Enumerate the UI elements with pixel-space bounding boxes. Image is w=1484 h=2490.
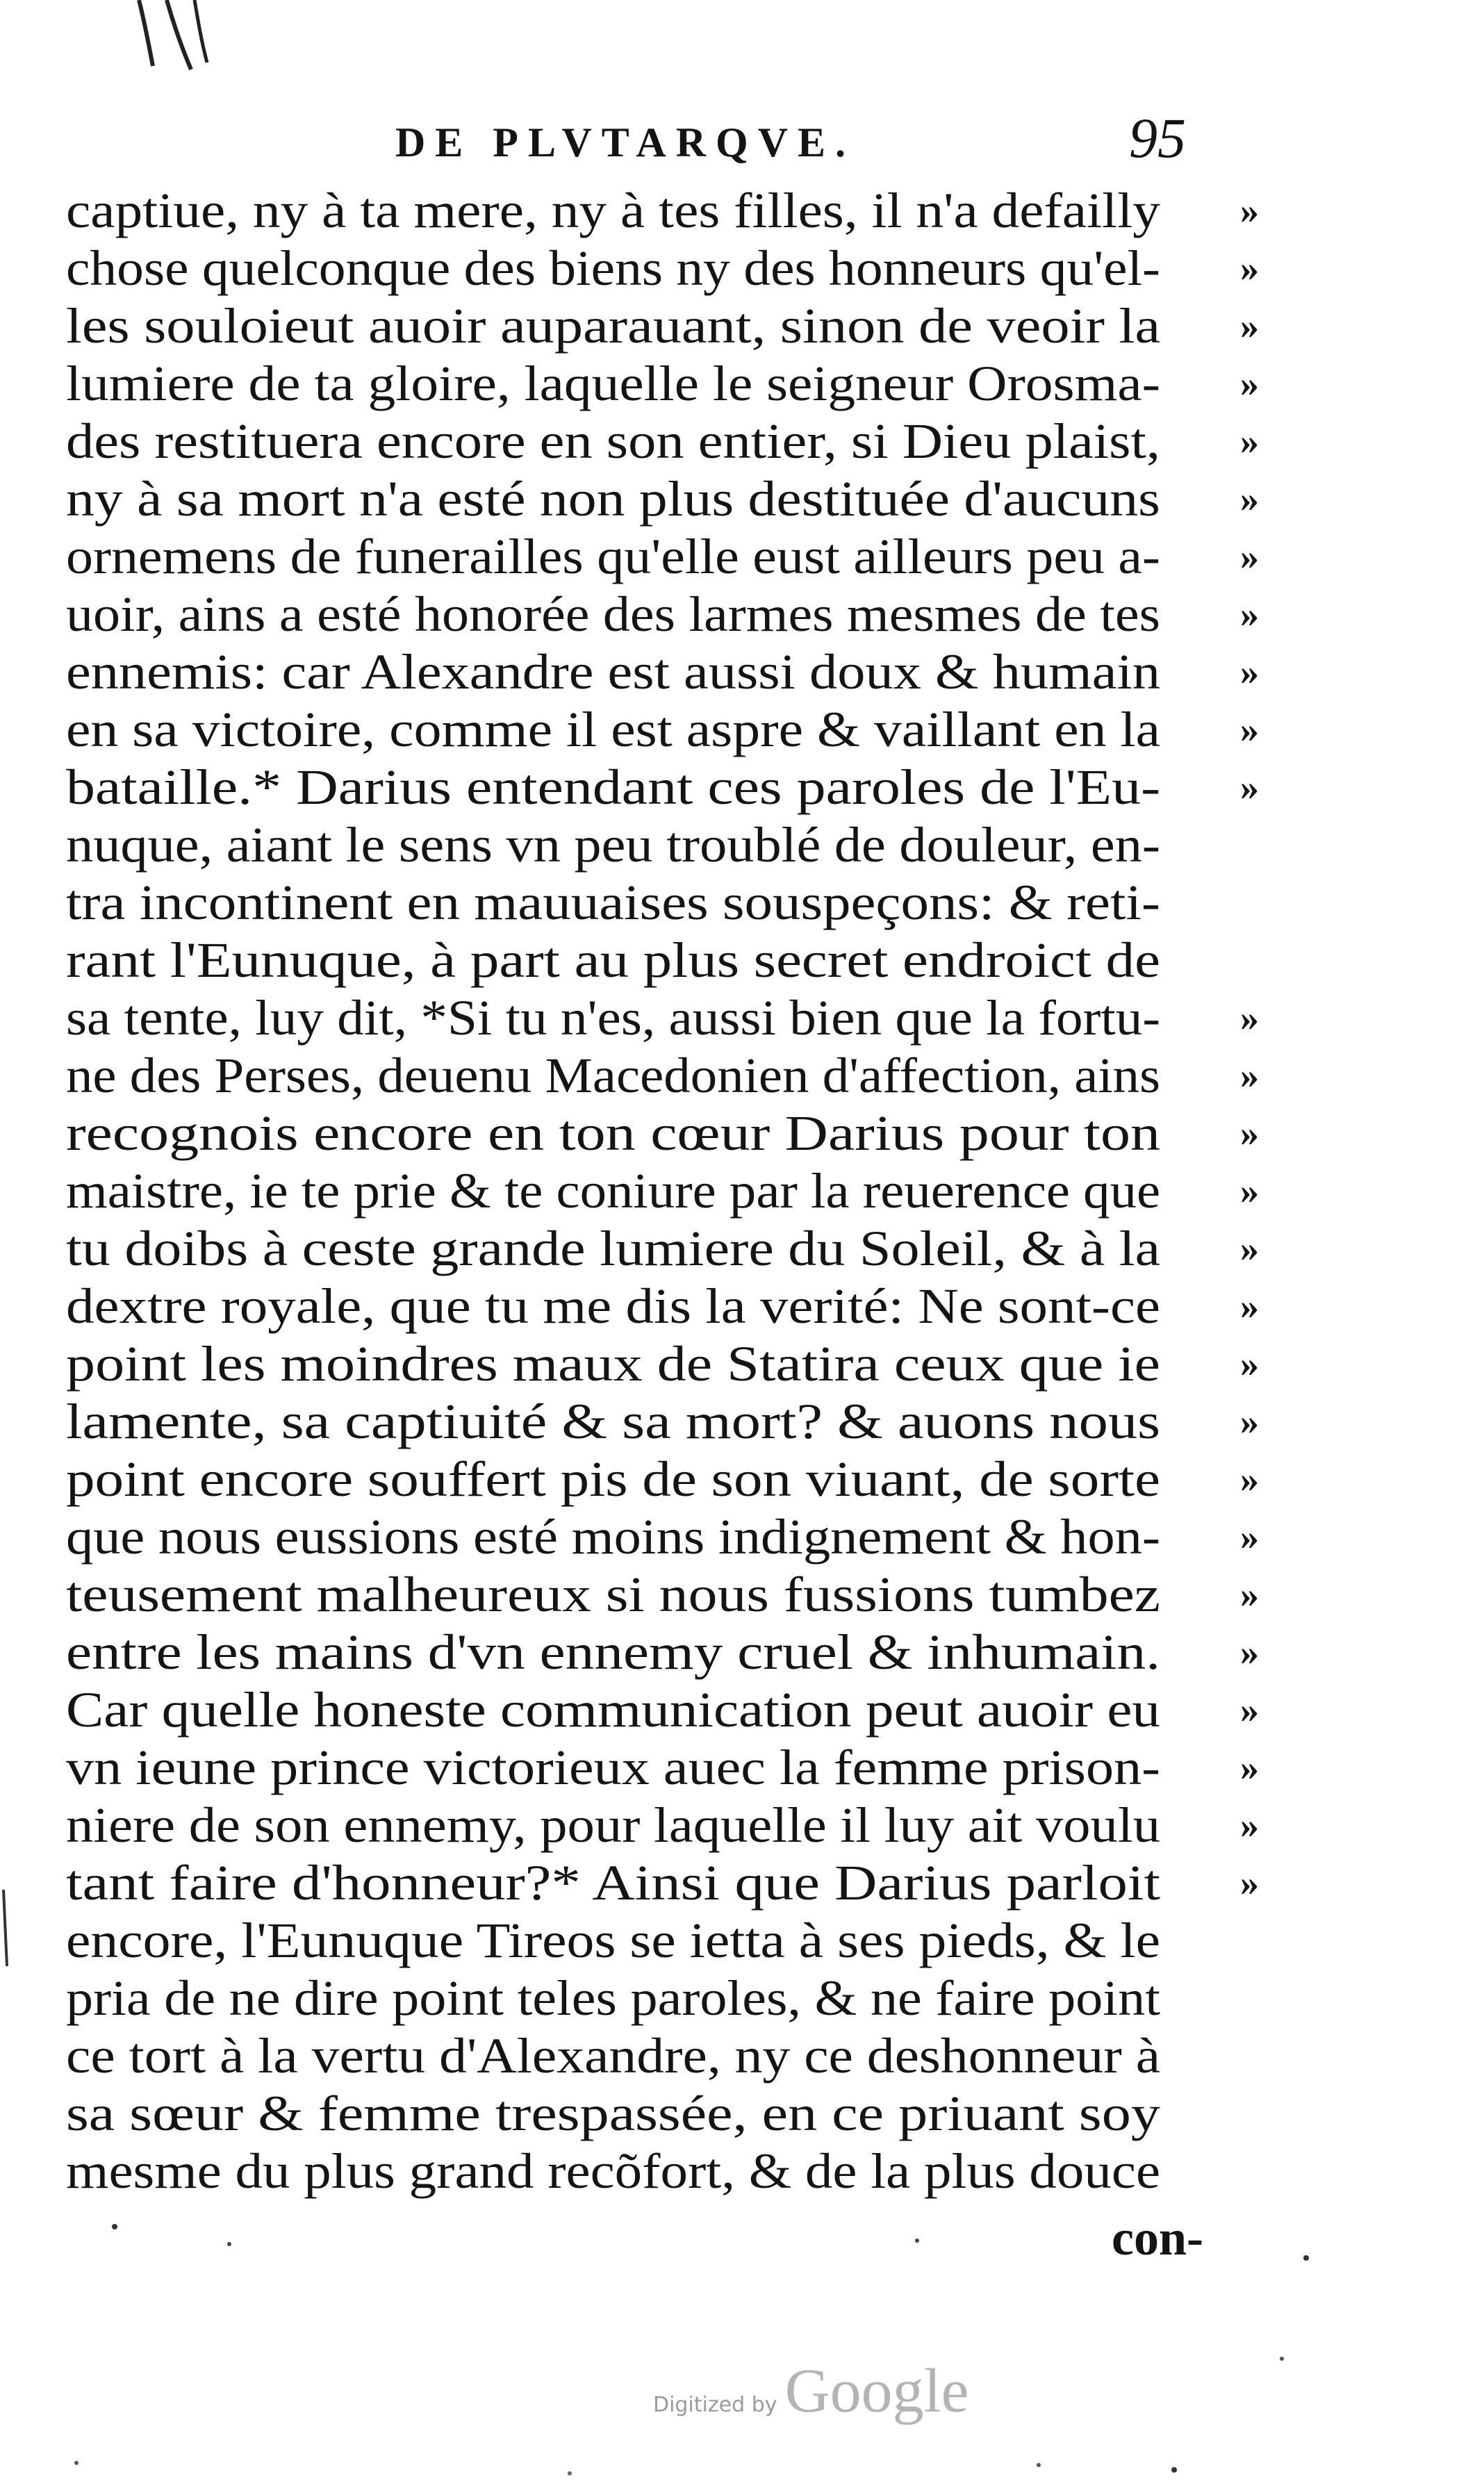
line-text: uoir, ains a esté honorée des larmes mesmes de tes <box>66 586 1160 642</box>
line-text: chose quelconque des biens ny des honneurs qu'el- <box>66 240 1160 296</box>
line-text: niere de son ennemy, pour laquelle il luy ait voulu <box>66 1797 1160 1853</box>
text-line <box>66 816 1247 874</box>
line-text: lumiere de ta gloire, laquelle le seigneur Orosma- <box>66 356 1161 411</box>
line-text: tant faire d'honneur?* Ainsi que Darius parloit <box>66 1855 1161 1911</box>
line-text: des restituera encore en son entier, si Dieu plaist, <box>66 413 1161 469</box>
marginal-quote-mark: » <box>1240 1170 1260 1212</box>
text-line <box>66 1105 1260 1162</box>
marginal-quote-mark: » <box>1240 1343 1260 1385</box>
text-line <box>66 2143 1247 2200</box>
text-line <box>66 1047 1260 1105</box>
marginal-quote-mark: » <box>1240 1747 1260 1788</box>
marginal-quote-mark: » <box>1240 1112 1260 1154</box>
marginal-quote-mark: » <box>1240 997 1260 1039</box>
page-header <box>0 106 1484 174</box>
line-text: recognois encore en ton cœur Darius pour ton <box>66 1105 1161 1161</box>
marginal-quote-mark: » <box>1240 1516 1260 1558</box>
line-text: ny à sa mort n'a esté non plus destituée d'aucuns <box>66 471 1160 527</box>
text-line <box>66 1566 1260 1624</box>
text-line <box>66 1854 1260 1912</box>
line-text: ornemens de funerailles qu'elle eust ailleurs peu a- <box>66 529 1160 584</box>
line-text: ennemis: car Alexandre est aussi doux & humain <box>66 644 1161 700</box>
line-text: dextre royale, que tu me dis la verité: Ne sont-ce <box>66 1278 1160 1334</box>
text-line <box>66 989 1260 1047</box>
line-text: entre les mains d'vn ennemy cruel & inhumain. <box>66 1624 1161 1680</box>
text-line <box>66 1739 1260 1797</box>
digitization-watermark <box>653 2355 969 2425</box>
line-text: tu doibs à ceste grande lumiere du Soleil, & à la <box>66 1221 1161 1276</box>
text-line <box>66 528 1260 586</box>
text-line <box>66 1912 1247 1970</box>
marginal-quote-mark: » <box>1240 536 1260 577</box>
text-line <box>66 240 1260 297</box>
marginal-quote-mark: » <box>1240 1862 1260 1904</box>
line-text: ne des Perses, deuenu Macedonien d'affection, ains <box>66 1048 1161 1103</box>
marginal-quote-mark: » <box>1240 1631 1260 1673</box>
marginal-quote-mark: » <box>1240 190 1260 231</box>
text-line <box>66 932 1247 989</box>
line-text: lamente, sa captiuité & sa mort? & auons nous <box>66 1394 1160 1449</box>
marginal-quote-mark: » <box>1240 1574 1260 1615</box>
text-line <box>66 2027 1247 2085</box>
text-line <box>66 413 1260 470</box>
line-text: bataille.* Darius entendant ces paroles de l'Eu- <box>66 759 1161 815</box>
marginal-quote-mark: » <box>1240 593 1260 635</box>
line-text: les souloieut auoir auparauant, sinon de veoir la <box>66 298 1161 354</box>
ink-corner-mark <box>125 0 222 76</box>
marginal-quote-mark: » <box>1240 651 1260 693</box>
text-line <box>66 2085 1247 2143</box>
marginal-quote-mark: » <box>1240 709 1260 750</box>
text-line <box>66 759 1260 816</box>
marginal-quote-mark: » <box>1240 1285 1260 1327</box>
marginal-quote-mark: » <box>1240 1458 1260 1500</box>
text-line <box>66 1797 1260 1854</box>
marginal-quote-mark: » <box>1240 420 1260 462</box>
text-line <box>66 355 1260 413</box>
line-text: en sa victoire, comme il est aspre & vaillant en la <box>66 702 1161 757</box>
text-line <box>66 1451 1260 1508</box>
line-text: sa tente, luy dit, *Si tu n'es, aussi bien que la fortu- <box>66 990 1161 1046</box>
page-number: 95 <box>1129 106 1186 170</box>
marginal-quote-mark: » <box>1240 1228 1260 1269</box>
text-column <box>66 182 1260 2200</box>
running-title: DE PLVTARQVE. <box>395 119 856 165</box>
marginal-quote-mark: » <box>1240 1055 1260 1096</box>
marginal-quote-mark: » <box>1240 305 1260 347</box>
marginal-quote-mark: » <box>1240 1401 1260 1442</box>
text-line <box>66 874 1247 932</box>
line-text: tra incontinent en mauuaises souspeçons: & reti- <box>66 875 1161 930</box>
line-text: rant l'Eunuque, à part au plus secret endroict de <box>66 932 1160 988</box>
marginal-quote-mark: » <box>1240 247 1260 289</box>
line-text: encore, l'Eunuque Tireos se ietta à ses pieds, & le <box>66 1913 1161 1968</box>
text-line <box>66 182 1260 240</box>
line-text: mesme du plus grand recõfort, & de la plus douce <box>66 2143 1161 2199</box>
marginal-quote-mark: » <box>1240 478 1260 520</box>
text-line <box>66 701 1260 759</box>
text-line <box>66 297 1260 355</box>
line-text: Car quelle honeste communication peut auoir eu <box>66 1682 1161 1738</box>
line-text: nuque, aiant le sens vn peu troublé de douleur, en- <box>66 817 1161 873</box>
catchword: con- <box>1112 2210 1203 2266</box>
marginal-quote-mark: » <box>1240 766 1260 808</box>
marginal-quote-mark: » <box>1240 1804 1260 1846</box>
line-text: teusement malheureux si nous fussions tumbez <box>66 1567 1160 1622</box>
google-logo: Google <box>784 2357 969 2425</box>
text-line <box>66 586 1260 643</box>
text-line <box>66 1162 1260 1220</box>
line-text: point encore souffert pis de son viuant, de sorte <box>66 1451 1160 1507</box>
line-text: sa sœur & femme trespassée, en ce priuant soy <box>66 2086 1160 2141</box>
line-text: captiue, ny à ta mere, ny à tes filles, il n'a defailly <box>66 183 1160 238</box>
line-text: point les moindres maux de Statira ceux que ie <box>66 1336 1161 1392</box>
text-line <box>66 1508 1260 1566</box>
line-text: maistre, ie te prie & te coniure par la reuerence que <box>66 1163 1161 1219</box>
text-line <box>66 1393 1260 1451</box>
text-line <box>66 1220 1260 1278</box>
line-text: vn ieune prince victorieux auec la femme prison- <box>66 1740 1160 1795</box>
line-text: pria de ne dire point teles paroles, & ne faire point <box>66 1970 1161 2026</box>
text-line <box>66 1970 1247 2027</box>
line-text: que nous eussions esté moins indignement & hon- <box>66 1509 1160 1565</box>
marginal-quote-mark: » <box>1240 1689 1260 1731</box>
text-line <box>66 1681 1260 1739</box>
marginal-quote-mark: » <box>1240 363 1260 404</box>
line-text: ce tort à la vertu d'Alexandre, ny ce deshonneur à <box>66 2028 1161 2084</box>
text-line <box>66 643 1260 701</box>
text-line <box>66 470 1260 528</box>
text-line <box>66 1624 1260 1681</box>
watermark-prefix: Digitized by <box>653 2393 777 2417</box>
text-line <box>66 1278 1260 1335</box>
text-line <box>66 1335 1260 1393</box>
